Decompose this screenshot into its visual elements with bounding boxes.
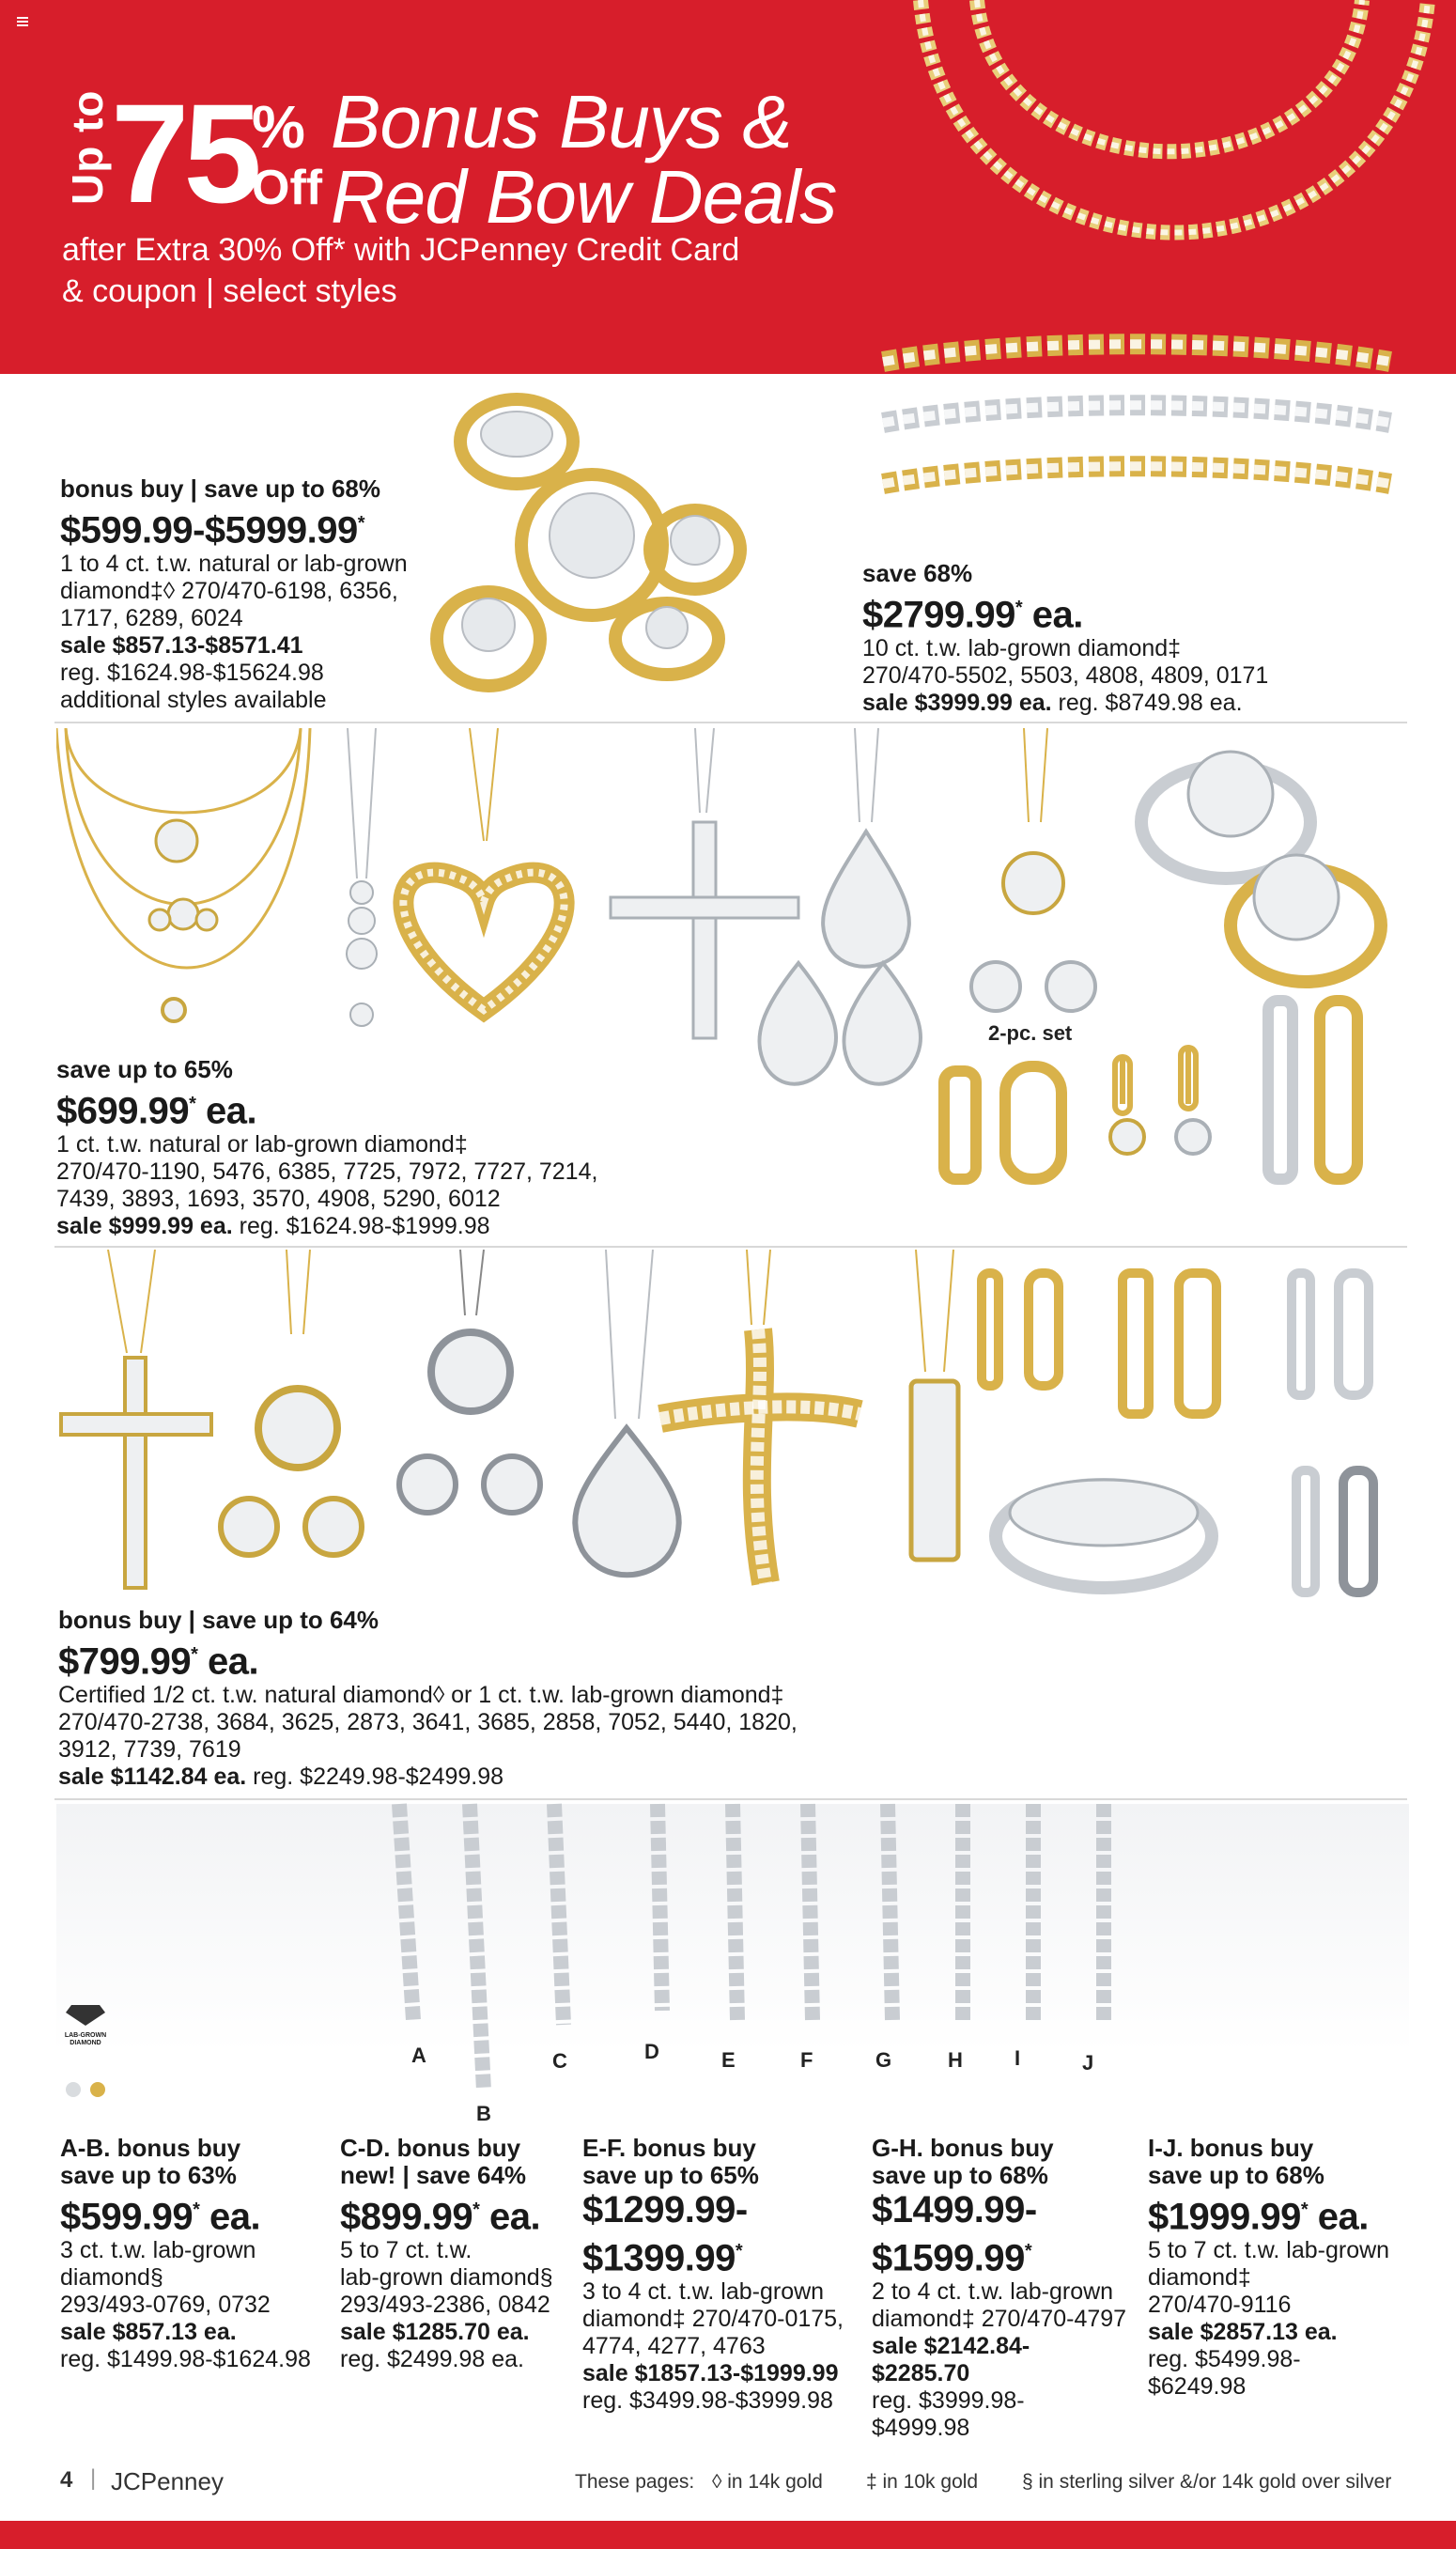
offer-price-2: $1399.99* [582, 2237, 743, 2279]
menu-icon[interactable] [17, 17, 28, 26]
tennis-bracelets-image [874, 319, 1400, 526]
offer-desc: Certified 1/2 ct. t.w. natural diamond◊ or 1 ct. t.w. lab-grown diamond‡ [58, 1682, 784, 1709]
pendants-64-image [52, 1250, 1404, 1644]
offer-desc: diamond§ [60, 2264, 163, 2292]
percent-sign: % [252, 93, 305, 161]
offer-sale-reg: sale $999.99 ea. reg. $1624.98-$1999.98 [56, 1213, 490, 1240]
offer-price: $1499.99- [872, 2189, 1037, 2230]
offer-sale-2: $2285.70 [872, 2360, 970, 2387]
offer-header: C-D. bonus buy [340, 2134, 521, 2162]
offer-sale: sale $2142.84- [872, 2333, 1030, 2360]
hoops-gh-offer [872, 2135, 1126, 2442]
offer-price-2: $1599.99* [872, 2237, 1032, 2279]
subline-2: & coupon | select styles [62, 273, 397, 309]
offer-subheader: save up to 68% [872, 2161, 1048, 2189]
offer-header: save up to 65% [56, 1055, 233, 1083]
offer-sale: sale $857.13 ea. [60, 2319, 237, 2346]
offer-price: $599.99-$5999.99* [60, 509, 365, 552]
offer-desc: 293/493-0769, 0732 [60, 2292, 271, 2319]
hoop-label-c: C [552, 2049, 567, 2073]
offer-sale-reg: sale $3999.99 ea. reg. $8749.98 ea. [862, 690, 1243, 717]
offer-sale: sale $2857.13 ea. [1148, 2319, 1338, 2346]
hoops-ab-offer [60, 2135, 311, 2373]
offer-header: bonus buy | save up to 64% [58, 1606, 379, 1634]
hoop-earrings-image [376, 1799, 1146, 2109]
offer-desc: 1 to 4 ct. t.w. natural or lab-grown [60, 551, 408, 578]
off-label: Off [252, 161, 323, 215]
page-number: 4 [60, 2467, 73, 2493]
hoop-label-e: E [721, 2048, 736, 2072]
offer-desc: diamond‡ [1148, 2264, 1251, 2292]
offer-desc: diamond‡ 270/470-4797 [872, 2306, 1127, 2333]
offer-desc: 10 ct. t.w. lab-grown diamond‡ [862, 635, 1182, 662]
offer-header: bonus buy | save up to 68% [60, 474, 381, 503]
bracelets-offer [862, 560, 1268, 717]
hoops-cd-offer [340, 2135, 553, 2373]
hoop-label-d: D [644, 2040, 659, 2063]
offer-desc: 270/470-9116 [1148, 2292, 1292, 2319]
legend-silver: § in sterling silver &/or 14k gold over silver [1022, 2471, 1392, 2493]
offer-header: I-J. bonus buy [1148, 2134, 1314, 2162]
offer-desc: 3 to 4 ct. t.w. lab-grown [582, 2278, 825, 2306]
set-label: 2-pc. set [988, 1021, 1073, 1045]
legend-10k: ‡ in 10k gold [866, 2471, 979, 2493]
offer-reg: reg. $3499.98-$3999.98 [582, 2387, 833, 2415]
offer-price: $799.99* ea. [58, 1640, 259, 1683]
offer-sale: sale $1857.13-$1999.99 [582, 2360, 839, 2387]
offer-desc: 1 ct. t.w. natural or lab-grown diamond‡ [56, 1131, 468, 1158]
offer-subheader: save up to 63% [60, 2161, 237, 2189]
offer-desc: 3912, 7739, 7619 [58, 1736, 241, 1764]
diamond-icon [64, 2003, 107, 2028]
legend-intro: These pages: [575, 2471, 695, 2493]
silver-swatch [66, 2082, 81, 2097]
offer-header: G-H. bonus buy [872, 2134, 1054, 2162]
rings-image [413, 385, 808, 705]
hoop-label-g: G [875, 2048, 892, 2072]
offer-desc: 7439, 3893, 1693, 3570, 4908, 5290, 6012 [56, 1186, 501, 1213]
offer-reg-2: $6249.98 [1148, 2373, 1247, 2401]
legend-14k: ◊ in 14k gold [712, 2471, 823, 2493]
pendants65-offer [56, 1056, 597, 1240]
offer-desc: 270/470-1190, 5476, 6385, 7725, 7972, 7727, 7214, [56, 1158, 598, 1186]
pendants64-offer [58, 1607, 798, 1791]
hoop-label-i: I [1015, 2046, 1021, 2070]
offer-desc: 2 to 4 ct. t.w. lab-grown [872, 2278, 1114, 2306]
headline-line2: Red Bow Deals [331, 155, 837, 239]
section-divider [54, 1246, 1407, 1248]
hoop-label-a: A [411, 2044, 426, 2067]
offer-desc: 270/470-5502, 5503, 4808, 4809, 0171 [862, 662, 1269, 690]
hoop-label-h: H [948, 2048, 963, 2072]
bottom-bar [0, 2521, 1456, 2549]
offer-desc: 4774, 4277, 4763 [582, 2333, 766, 2360]
hoop-label-b: B [476, 2102, 491, 2125]
offer-price: $699.99* ea. [56, 1090, 257, 1132]
offer-desc: 1717, 6289, 6024 [60, 605, 243, 632]
offer-reg-2: $4999.98 [872, 2415, 970, 2442]
offer-sale: sale $1285.70 ea. [340, 2319, 530, 2346]
hoop-label-f: F [800, 2048, 813, 2072]
offer-subheader: new! | save 64% [340, 2161, 527, 2189]
offer-price: $2799.99* ea. [862, 594, 1083, 636]
brand-logo: JCPenney [111, 2467, 224, 2495]
offer-desc: lab-grown diamond§ [340, 2264, 553, 2292]
gold-swatch [90, 2082, 105, 2097]
offer-sale: sale $857.13-$8571.41 [60, 632, 303, 660]
offer-reg: reg. $1624.98-$15624.98 [60, 660, 324, 687]
offer-note: additional styles available [60, 687, 327, 714]
offer-desc: 270/470-2738, 3684, 3625, 2873, 3641, 3685, 2858, 7052, 5440, 1820, [58, 1709, 798, 1736]
subline-1: after Extra 30% Off* with JCPenney Credit Card [62, 232, 740, 268]
percent-value: 75 [111, 74, 256, 232]
headline-line1: Bonus Buys & [331, 80, 792, 163]
section-divider [54, 722, 1407, 723]
offer-header: save 68% [862, 559, 973, 587]
rings-offer [60, 475, 408, 714]
offer-desc: 5 to 7 ct. t.w. [340, 2237, 472, 2264]
offer-price: $1999.99* ea. [1148, 2196, 1369, 2238]
hoops-ef-offer [582, 2135, 844, 2415]
offer-header: E-F. bonus buy [582, 2134, 756, 2162]
offer-reg: reg. $5499.98- [1148, 2346, 1301, 2373]
offer-desc: 3 ct. t.w. lab-grown [60, 2237, 256, 2264]
offer-price: $899.99* ea. [340, 2196, 541, 2238]
hoops-ij-offer [1148, 2135, 1389, 2401]
offer-reg: reg. $1499.98-$1624.98 [60, 2346, 311, 2373]
offer-price: $599.99* ea. [60, 2196, 261, 2238]
offer-price: $1299.99- [582, 2189, 748, 2230]
offer-header: A-B. bonus buy [60, 2134, 241, 2162]
offer-sale-reg: sale $1142.84 ea. reg. $2249.98-$2499.98 [58, 1764, 504, 1791]
offer-desc: 293/493-2386, 0842 [340, 2292, 550, 2319]
offer-desc: 5 to 7 ct. t.w. lab-grown [1148, 2237, 1390, 2264]
up-to-label: Up to [63, 89, 112, 205]
offer-desc: diamond‡ 270/470-0175, [582, 2306, 844, 2333]
hoop-label-j: J [1082, 2051, 1094, 2075]
offer-reg: reg. $2499.98 ea. [340, 2346, 524, 2373]
lab-grown-diamond-logo: LAB-GROWN DIAMOND [64, 2003, 107, 2047]
offer-reg: reg. $3999.98- [872, 2387, 1025, 2415]
footer-separator: | [90, 2465, 97, 2491]
offer-desc: diamond‡◊ 270/470-6198, 6356, [60, 578, 398, 605]
offer-subheader: save up to 68% [1148, 2161, 1324, 2189]
offer-subheader: save up to 65% [582, 2161, 759, 2189]
